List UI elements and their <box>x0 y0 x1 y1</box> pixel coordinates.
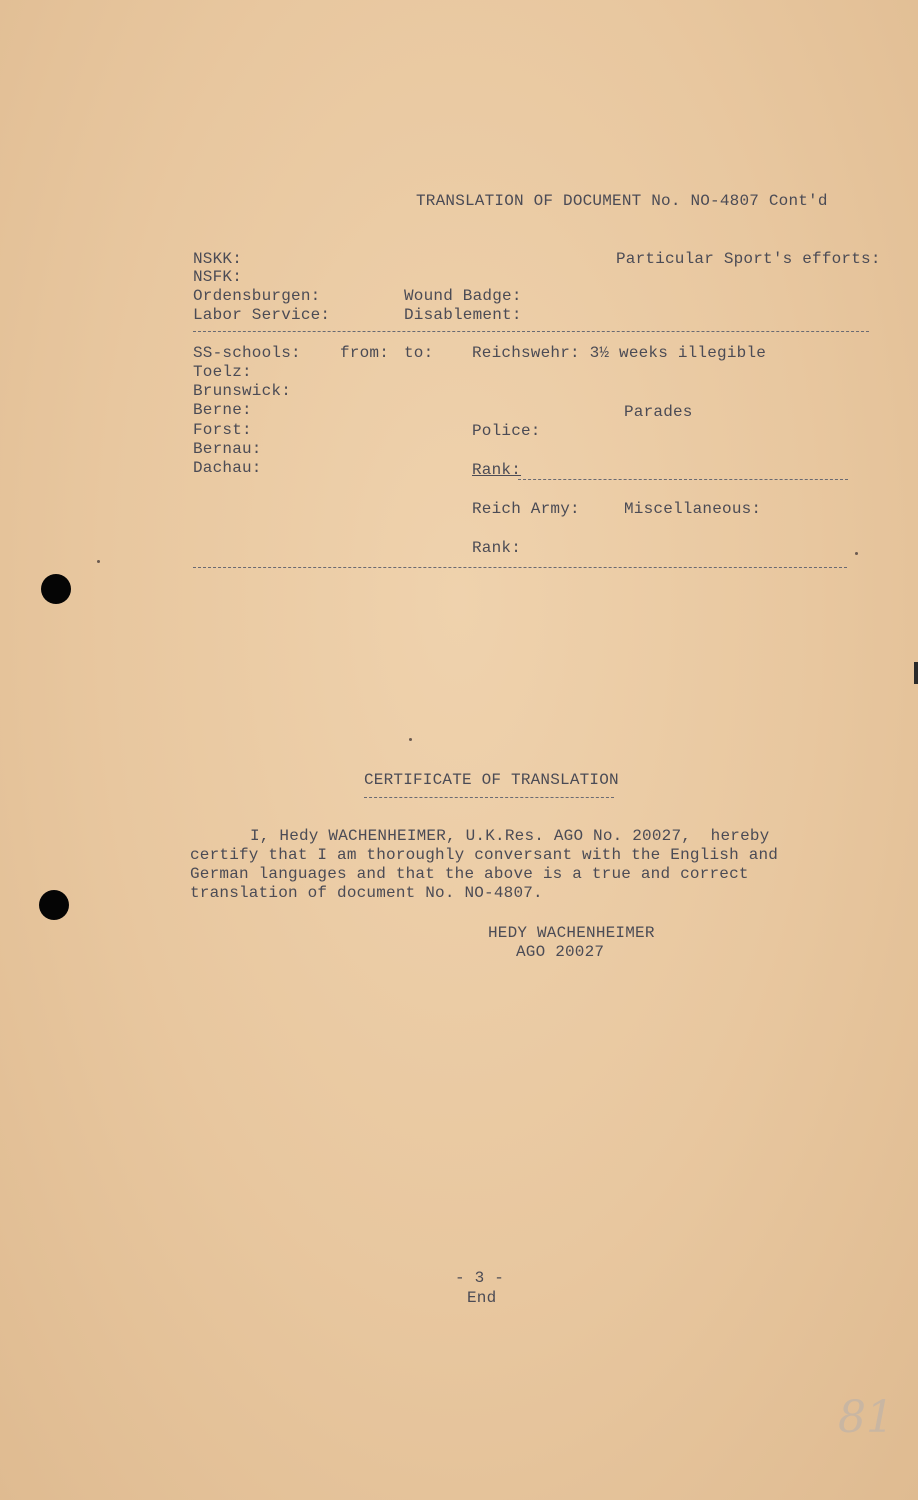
certificate-line-4: translation of document No. NO-4807. <box>190 884 543 902</box>
signature-name: HEDY WACHENHEIMER <box>488 924 655 942</box>
certificate-line-3: German languages and that the above is a true and correct <box>190 865 749 883</box>
school-brunswick: Brunswick: <box>193 382 292 400</box>
parades-label: Parades <box>624 403 693 421</box>
reichswehr-entry: Reichswehr: 3½ weeks illegible <box>472 344 767 362</box>
certificate-line-2: certify that I am thoroughly conversant with the English and <box>190 846 779 864</box>
ss-schools-label: SS-schools: <box>193 344 301 362</box>
school-bernau: Bernau: <box>193 440 262 458</box>
nskk-label: NSKK: <box>193 250 243 268</box>
section-divider <box>193 331 869 332</box>
punch-hole-bottom <box>39 890 69 920</box>
police-label: Police: <box>472 422 541 440</box>
end-marker: End <box>467 1289 497 1307</box>
ink-speck <box>97 560 100 563</box>
to-label: to: <box>404 344 434 362</box>
page-number: - 3 - <box>455 1269 505 1287</box>
certificate-heading: CERTIFICATE OF TRANSLATION <box>364 771 619 789</box>
from-label: from: <box>340 344 390 362</box>
pencil-page-annotation: 81 <box>838 1392 894 1443</box>
punch-hole-top <box>41 574 71 604</box>
document-title: TRANSLATION OF DOCUMENT No. NO-4807 Cont'd <box>416 192 828 210</box>
signature-ago: AGO 20027 <box>516 943 605 961</box>
particular-sports-label: Particular Sport's efforts: <box>616 250 881 268</box>
certificate-line-1: I, Hedy WACHENHEIMER, U.K.Res. AGO No. 20027, hereby <box>250 827 770 845</box>
police-rank-label: Rank: <box>472 461 522 479</box>
ink-speck <box>409 738 412 741</box>
form-end-divider <box>193 567 847 568</box>
reich-army-label: Reich Army: <box>472 500 580 518</box>
page-edge-mark <box>914 662 918 684</box>
disablement-label: Disablement: <box>404 306 522 324</box>
army-rank-label: Rank: <box>472 539 522 557</box>
school-dachau: Dachau: <box>193 459 262 477</box>
nsfk-label: NSFK: <box>193 268 243 286</box>
school-toelz: Toelz: <box>193 363 252 381</box>
ordensburgen-label: Ordensburgen: <box>193 287 321 305</box>
rank-dotted-line <box>518 479 848 480</box>
certificate-heading-underline <box>364 797 614 798</box>
wound-badge-label: Wound Badge: <box>404 287 522 305</box>
miscellaneous-label: Miscellaneous: <box>624 500 762 518</box>
labor-service-label: Labor Service: <box>193 306 331 324</box>
school-berne: Berne: <box>193 401 252 419</box>
school-forst: Forst: <box>193 421 252 439</box>
ink-speck <box>855 552 858 555</box>
